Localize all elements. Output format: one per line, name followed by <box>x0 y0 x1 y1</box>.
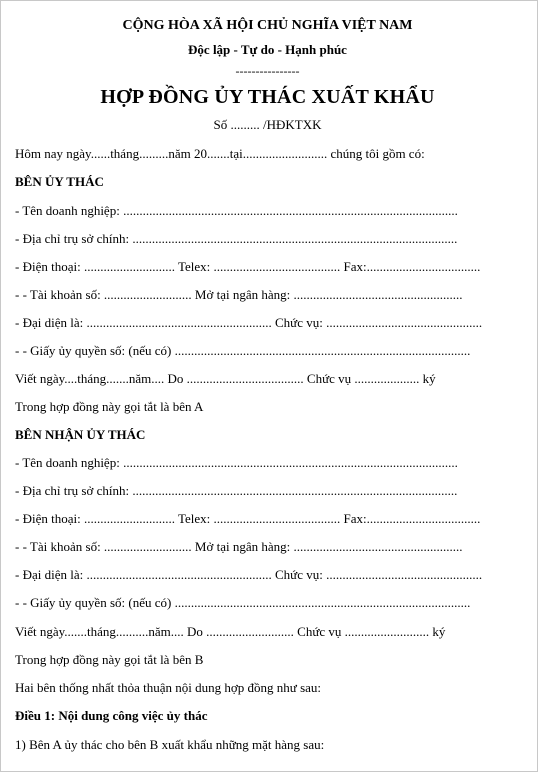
party-b-phone: - Điện thoại: ............................ Telex: ....................................... Fax:................................... <box>15 511 481 526</box>
party-b-representative: - Đại diện là: ......................................................... Chức vụ: ................................................ <box>15 567 483 582</box>
party-a-representative: - Đại diện là: ......................................................... Chức vụ: ................................................ <box>15 315 483 330</box>
party-a-company: - Tên doanh nghiệp: ....................................................................................................... <box>15 203 458 218</box>
party-a-account: - - Tài khoản số: ........................... Mở tại ngân hàng: .................................................... <box>15 287 463 302</box>
separator: ---------------- <box>235 64 300 78</box>
party-b-account: - - Tài khoản số: ........................... Mở tại ngân hàng: .................................................... <box>15 539 463 554</box>
document-title: HỢP ĐỒNG ỦY THÁC XUẤT KHẨU <box>100 86 435 108</box>
agreement-line: Hai bên thống nhất thỏa thuận nội dung hợp đồng như sau: <box>15 680 322 695</box>
nation-header: CỘNG HÒA XÃ HỘI CHỦ NGHĨA VIỆT NAM <box>122 18 413 33</box>
intro-line: Hôm nay ngày......tháng.........năm 20.......tại.......................... chúng tôi gồm có: <box>15 146 425 161</box>
article-1-item-1: 1) Bên A ủy thác cho bên B xuất khẩu những mặt hàng sau: <box>15 737 325 752</box>
article-1-heading: Điều 1: Nội dung công việc ủy thác <box>15 708 208 723</box>
party-b-called: Trong hợp đồng này gọi tắt là bên B <box>15 652 204 667</box>
party-a-address: - Địa chỉ trụ sở chính: .................................................................................................... <box>15 231 458 246</box>
party-b-heading: BÊN NHẬN ỦY THÁC <box>15 427 146 442</box>
party-a-phone: - Điện thoại: ............................ Telex: ....................................... Fax:................................... <box>15 259 481 274</box>
party-a-called: Trong hợp đồng này gọi tắt là bên A <box>15 399 204 414</box>
party-b-company: - Tên doanh nghiệp: ....................................................................................................... <box>15 455 458 470</box>
party-a-heading: BÊN ỦY THÁC <box>15 174 104 189</box>
contract-number: Số ......... /HĐKTXK <box>213 117 322 132</box>
party-b-address: - Địa chỉ trụ sở chính: .................................................................................................... <box>15 483 458 498</box>
party-b-signed: Viết ngày.......tháng..........năm.... Do ........................... Chức vụ .......................... ký <box>15 624 446 639</box>
motto: Độc lập - Tự do - Hạnh phúc <box>188 42 347 57</box>
party-a-signed: Viết ngày....tháng.......năm.... Do .................................... Chức vụ .................... ký <box>15 371 436 386</box>
party-a-authorization: - - Giấy ủy quyền số: (nếu có) ........................................................................................... <box>15 343 471 358</box>
party-b-authorization: - - Giấy ủy quyền số: (nếu có) ........................................................................................... <box>15 595 471 610</box>
